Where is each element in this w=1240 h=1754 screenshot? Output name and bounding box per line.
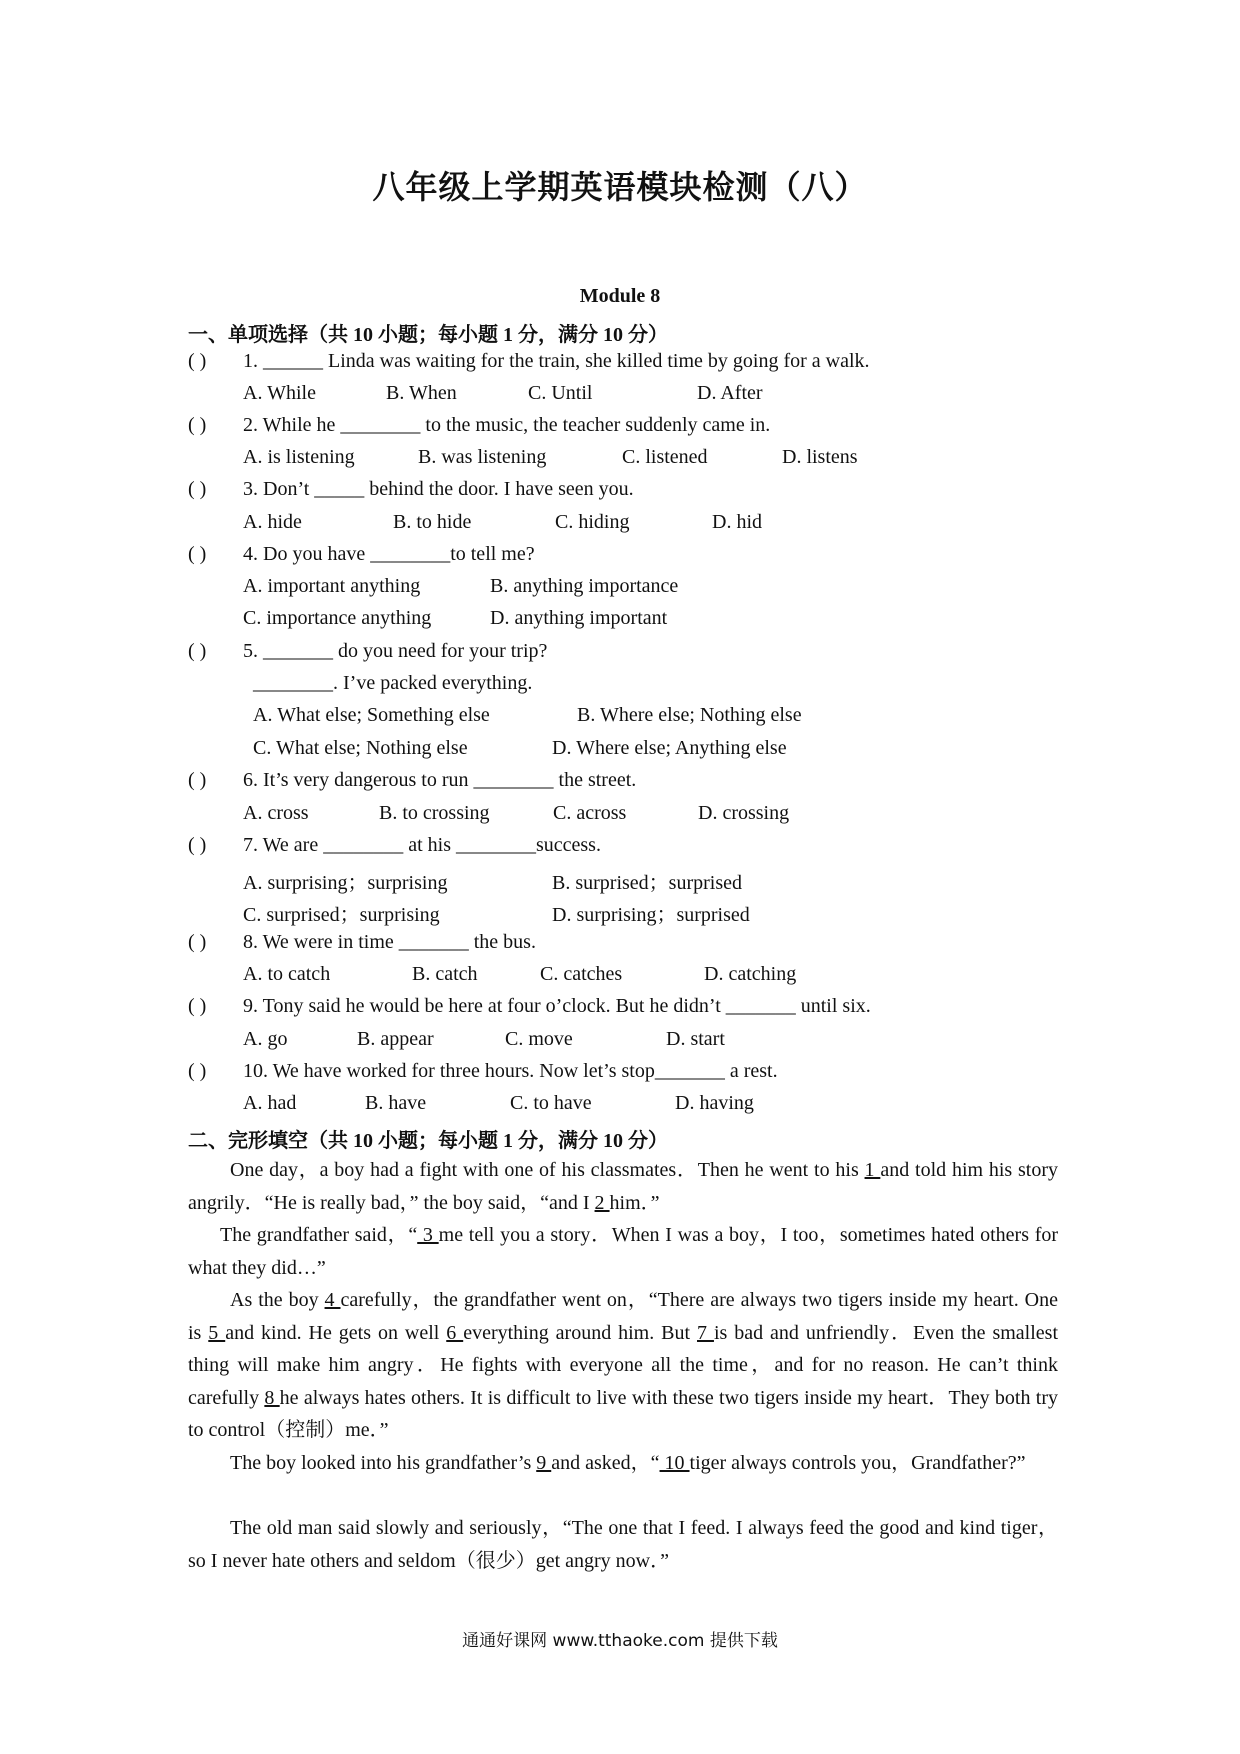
answer-paren: ( ) xyxy=(188,350,207,372)
option: B. anything importance xyxy=(490,575,679,597)
option: C. across xyxy=(553,802,627,824)
question-stem: 3. Don’t _____ behind the door. I have seen you. xyxy=(243,478,634,500)
blank-7: 7 xyxy=(697,1321,714,1344)
question-stem: 6. It’s very dangerous to run ________ the street. xyxy=(243,769,637,791)
option: D. crossing xyxy=(698,802,790,824)
option: D. having xyxy=(675,1092,754,1114)
option: D. listens xyxy=(782,446,858,468)
cloze-paragraph-1: One day，a boy had a fight with one of his classmates．Then he went to his 1 and told him his story angrily．“He is really bad，” the boy said，“and I 2 him．” xyxy=(188,1159,1059,1214)
option: D. After xyxy=(697,382,763,404)
cloze-paragraph-3: As the boy 4 carefully，the grandfather went on，“There are always two tigers inside my heart. One is 5 and kind. He gets on well 6 everything around him. But 7 is bad and unfriendly．Even the smallest thing will make him angry．He fights with everyone all the time，and for no reason. He can’t think carefully 8 he always hates others. It is difficult to live with these two tigers inside my heart．They both try to control（控制）me．” xyxy=(188,1289,1058,1442)
question-stem: 9. Tony said he would be here at four o’clock. But he didn’t _______ until six. xyxy=(243,995,871,1017)
option: A. While xyxy=(243,382,316,404)
section1-heading: 一、单项选择（共 10 小题；每小题 1 分，满分 10 分） xyxy=(188,324,668,346)
blank-9: 9 xyxy=(536,1452,552,1474)
cloze-paragraph-2: The grandfather said，“ 3 me tell you a story．When I was a boy，I too，sometimes hated others for what they did…” xyxy=(188,1224,1059,1279)
option: A. What else; Something else xyxy=(253,704,490,726)
option: C. to have xyxy=(510,1092,592,1114)
answer-paren: ( ) xyxy=(188,478,207,500)
blank-3: 3 xyxy=(417,1224,439,1246)
option: C. catches xyxy=(540,963,623,985)
question-stem: 8. We were in time _______ the bus. xyxy=(243,931,536,953)
option: C. move xyxy=(505,1028,573,1050)
option: A. is listening xyxy=(243,446,355,468)
option: B. have xyxy=(365,1092,427,1114)
question-stem: 1. ______ Linda was waiting for the train, she killed time by going for a walk. xyxy=(243,350,870,372)
option: B. surprised；surprised xyxy=(552,872,742,894)
option: B. When xyxy=(386,382,457,404)
answer-paren: ( ) xyxy=(188,640,207,662)
answer-paren: ( ) xyxy=(188,995,207,1017)
blank-4: 4 xyxy=(324,1289,341,1311)
module-label: Module 8 xyxy=(579,285,661,307)
answer-paren: ( ) xyxy=(188,769,207,791)
option: B. appear xyxy=(357,1028,434,1050)
question-stem: 5. _______ do you need for your trip? xyxy=(243,640,548,662)
page-title: 八年级上学期英语模块检测（八） xyxy=(372,169,868,205)
option: A. go xyxy=(243,1028,288,1050)
option: B. to hide xyxy=(393,511,472,533)
option: C. What else; Nothing else xyxy=(253,737,468,759)
answer-paren: ( ) xyxy=(188,1060,207,1082)
option: A. surprising；surprising xyxy=(243,872,448,894)
option: C. surprised；surprising xyxy=(243,904,440,926)
option: D. Where else; Anything else xyxy=(552,737,787,759)
blank-5: 5 xyxy=(208,1321,226,1344)
answer-paren: ( ) xyxy=(188,931,207,953)
cloze-paragraph-4: The boy looked into his grandfather’s 9 and asked，“ 10 tiger always controls you，Grandfather?” xyxy=(230,1452,1026,1474)
footer-credit: 通通好课网 www.tthaoke.com 提供下载 xyxy=(462,1631,778,1651)
answer-paren: ( ) xyxy=(188,414,207,436)
option: D. hid xyxy=(712,511,762,533)
question-stem: 10. We have worked for three hours. Now let’s stop_______ a rest. xyxy=(243,1060,778,1082)
option: B. was listening xyxy=(418,446,547,468)
option: A. to catch xyxy=(243,963,331,985)
option: D. start xyxy=(666,1028,725,1050)
option: A. had xyxy=(243,1092,297,1114)
cloze-paragraph-5: The old man said slowly and seriously，“The one that I feed. I always feed the good and kind tiger，so I never hate others and seldom（很少）get angry now．” xyxy=(188,1517,1058,1572)
blank-8: 8 xyxy=(264,1386,280,1409)
answer-paren: ( ) xyxy=(188,543,207,565)
question-stem: 7. We are ________ at his ________success. xyxy=(243,834,601,856)
option: C. listened xyxy=(622,446,708,468)
question-stem: 2. While he ________ to the music, the teacher suddenly came in. xyxy=(243,414,771,436)
option: C. importance anything xyxy=(243,607,432,629)
question-stem: 4. Do you have ________to tell me? xyxy=(243,543,535,565)
blank-2: 2 xyxy=(594,1191,610,1214)
answer-paren: ( ) xyxy=(188,834,207,856)
option: A. important anything xyxy=(243,575,421,597)
option: A. cross xyxy=(243,802,309,824)
option: D. surprising；surprised xyxy=(552,904,750,926)
option: D. catching xyxy=(704,963,797,985)
option: A. hide xyxy=(243,511,302,533)
option: C. Until xyxy=(528,382,593,404)
option: C. hiding xyxy=(555,511,630,533)
question-stem-2: ________. I’ve packed everything. xyxy=(253,672,533,694)
option: B. catch xyxy=(412,963,478,985)
blank-10: 10 xyxy=(659,1452,690,1474)
option: B. to crossing xyxy=(379,802,490,824)
blank-1: 1 xyxy=(864,1159,881,1181)
option: D. anything important xyxy=(490,607,668,629)
option: B. Where else; Nothing else xyxy=(577,704,802,726)
section2-heading: 二、完形填空（共 10 小题；每小题 1 分，满分 10 分） xyxy=(188,1130,668,1152)
blank-6: 6 xyxy=(446,1321,464,1344)
